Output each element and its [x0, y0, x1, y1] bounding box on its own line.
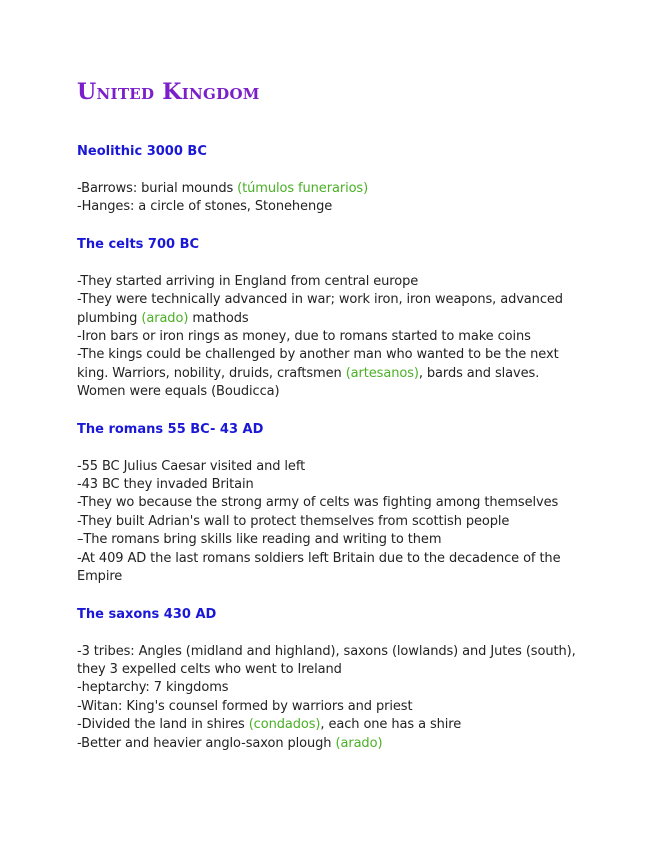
text-segment: -Barrows: burial mounds: [77, 181, 238, 196]
section-body: [77, 273, 577, 402]
text-segment: -At 409 AD the last romans soldiers left Britain due to the decadence of the: [77, 550, 561, 566]
text-line: [77, 679, 577, 697]
text-segment: -Divided the land in shires: [77, 717, 249, 733]
translation-note: (arado): [141, 310, 189, 326]
text-segment: -They were technically advanced in war; work iron, iron weapons, advanced: [77, 292, 563, 308]
text-line: [77, 346, 577, 364]
section: [77, 606, 577, 753]
text-segment: -They started arriving in England from central europe: [77, 273, 419, 289]
text-line: [77, 383, 577, 401]
text-segment: -heptarchy: 7 kingdoms: [77, 680, 229, 696]
text-line: [77, 494, 577, 512]
section-heading: The romans 55 BC- 43 AD: [77, 421, 264, 437]
text-segment: Women were equals (Boudicca): [77, 384, 280, 400]
text-line: [77, 698, 577, 716]
text-line: [77, 735, 577, 753]
text-segment: -3 tribes: Angles (midland and highland), saxons (lowlands) and Jutes (south),: [77, 643, 576, 659]
text-line: [77, 365, 577, 383]
translation-note: (arado): [335, 735, 383, 751]
sections-container: [77, 143, 577, 753]
text-segment: -43 BC they invaded Britain: [77, 477, 254, 493]
document-page: [77, 78, 577, 753]
text-line: [77, 310, 577, 328]
section-body: [77, 458, 577, 587]
document-title: United Kingdom: [77, 79, 260, 105]
section-heading: The celts 700 BC: [77, 236, 200, 252]
text-segment: -They built Adrian's wall to protect themselves from scottish people: [77, 513, 510, 529]
text-segment: king. Warriors, nobility, druids, craftsmen: [77, 365, 346, 381]
text-segment: Empire: [77, 569, 123, 585]
section: [77, 421, 577, 587]
translation-note: (túmulos funerarios): [237, 181, 369, 196]
translation-note: (artesanos): [345, 365, 419, 381]
text-segment: -Hanges: a circle of stones, Stonehenge: [77, 199, 333, 215]
text-segment: -55 BC Julius Caesar visited and left: [77, 458, 306, 474]
text-segment: they 3 expelled celts who went to Ireland: [77, 661, 342, 677]
section-heading: The saxons 430 AD: [77, 606, 217, 622]
text-segment: , each one has a shire: [320, 717, 462, 733]
text-line: [77, 180, 577, 198]
text-segment: -The kings could be challenged by another man who wanted to be the next: [77, 347, 559, 363]
text-line: [77, 273, 577, 291]
text-segment: mathods: [188, 310, 249, 326]
section-body: [77, 180, 577, 217]
text-segment: plumbing: [77, 310, 142, 326]
text-line: [77, 531, 577, 549]
text-line: [77, 513, 577, 531]
text-segment: -They wo because the strong army of celts was fighting among themselves: [77, 495, 559, 511]
text-segment: –The romans bring skills like reading and writing to them: [77, 532, 442, 548]
text-line: [77, 716, 577, 734]
text-line: [77, 550, 577, 568]
text-segment: , bards and slaves.: [418, 365, 540, 381]
text-line: [77, 568, 577, 586]
text-line: [77, 291, 577, 309]
text-line: [77, 458, 577, 476]
text-segment: -Better and heavier anglo-saxon plough: [77, 735, 336, 751]
text-line: [77, 198, 577, 216]
text-line: [77, 328, 577, 346]
section: [77, 236, 577, 402]
text-line: [77, 643, 577, 661]
section-body: [77, 643, 577, 753]
section: [77, 143, 577, 217]
section-heading: Neolithic 3000 BC: [77, 144, 207, 159]
translation-note: (condados): [248, 717, 321, 733]
text-line: [77, 661, 577, 679]
text-segment: -Witan: King's counsel formed by warriors and priest: [77, 698, 413, 714]
text-segment: -Iron bars or iron rings as money, due to romans started to make coins: [77, 329, 531, 345]
text-line: [77, 476, 577, 494]
